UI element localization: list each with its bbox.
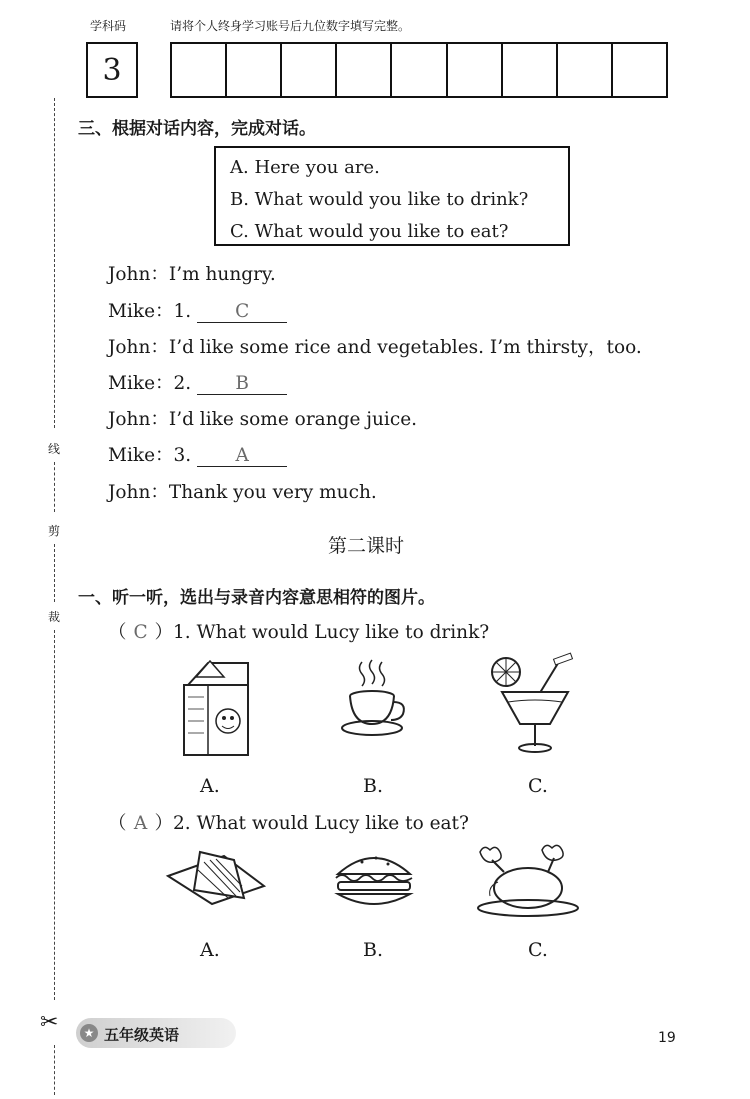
dialogue-line: John：Thank you very much.: [108, 482, 377, 503]
digit-box[interactable]: [392, 44, 447, 96]
book-title: 五年级英语: [104, 1026, 180, 1044]
option-label: A.: [200, 775, 220, 797]
page-number: 19: [658, 1030, 676, 1046]
dialogue-line: John：I’m hungry.: [108, 264, 276, 285]
juice-glass-icon: [488, 652, 580, 756]
answer-blank[interactable]: C: [197, 302, 287, 323]
choice-c: C. What would you like to eat?: [230, 221, 509, 242]
cut-line: [54, 462, 55, 512]
answer-blank[interactable]: B: [197, 374, 287, 395]
dialogue-line: Mike：2. B: [108, 369, 287, 395]
section1-title: 一、听一听，选出与录音内容意思相符的图片。: [78, 588, 435, 608]
option-label: A.: [200, 939, 220, 961]
option-label: C.: [528, 775, 548, 797]
digit-box[interactable]: [613, 44, 666, 96]
cut-line: [54, 544, 55, 602]
digit-box[interactable]: [503, 44, 558, 96]
choice-a: A. Here you are.: [230, 157, 380, 178]
cut-line-char: 剪: [48, 524, 61, 538]
scissors-icon: ✂: [40, 1010, 59, 1035]
account-digit-boxes: [170, 42, 668, 98]
lesson-title: 第二课时: [328, 535, 405, 557]
cut-line-char: 裁: [48, 610, 61, 624]
digit-box[interactable]: [227, 44, 282, 96]
cut-line-char: 线: [48, 442, 61, 456]
sandwich-icon: [164, 846, 270, 908]
digit-box[interactable]: [448, 44, 503, 96]
cut-line: [54, 1045, 55, 1095]
coffee-cup-icon: [340, 658, 412, 738]
cut-line: [54, 98, 55, 428]
dialogue-line: Mike：3. A: [108, 441, 287, 467]
choice-b: B. What would you like to drink?: [230, 189, 529, 210]
digit-box[interactable]: [172, 44, 227, 96]
cut-line: [54, 630, 55, 1000]
option-label: B.: [363, 775, 384, 797]
milk-carton-icon: [178, 655, 254, 759]
digit-box[interactable]: [558, 44, 613, 96]
option-label: B.: [363, 939, 384, 961]
account-note: 请将个人终身学习账号后九位数字填写完整。: [170, 19, 411, 33]
dialogue-line: Mike：1. C: [108, 297, 287, 323]
answer-slot[interactable]: C: [133, 622, 148, 643]
answer-blank[interactable]: A: [197, 446, 287, 467]
subject-code-value: 3: [102, 52, 122, 88]
dialogue-line: John：I’d like some rice and vegetables. I’m thirsty，too.: [108, 337, 642, 358]
dialogue-line: John：I’d like some orange juice.: [108, 409, 418, 430]
hamburger-icon: [332, 848, 416, 910]
roast-chicken-icon: [468, 842, 584, 918]
subject-code-label: 学科码: [90, 19, 127, 33]
digit-box[interactable]: [282, 44, 337, 96]
section3-title: 三、根据对话内容，完成对话。: [78, 119, 316, 139]
choice-box: [214, 146, 570, 246]
answer-slot[interactable]: A: [133, 813, 148, 834]
option-label: C.: [528, 939, 548, 961]
star-icon: ★: [80, 1024, 98, 1042]
question-2: （ A ）2. What would Lucy like to eat?: [108, 813, 469, 834]
question-1: （ C ）1. What would Lucy like to drink?: [108, 622, 490, 643]
subject-code-box: [86, 42, 138, 98]
digit-box[interactable]: [337, 44, 392, 96]
